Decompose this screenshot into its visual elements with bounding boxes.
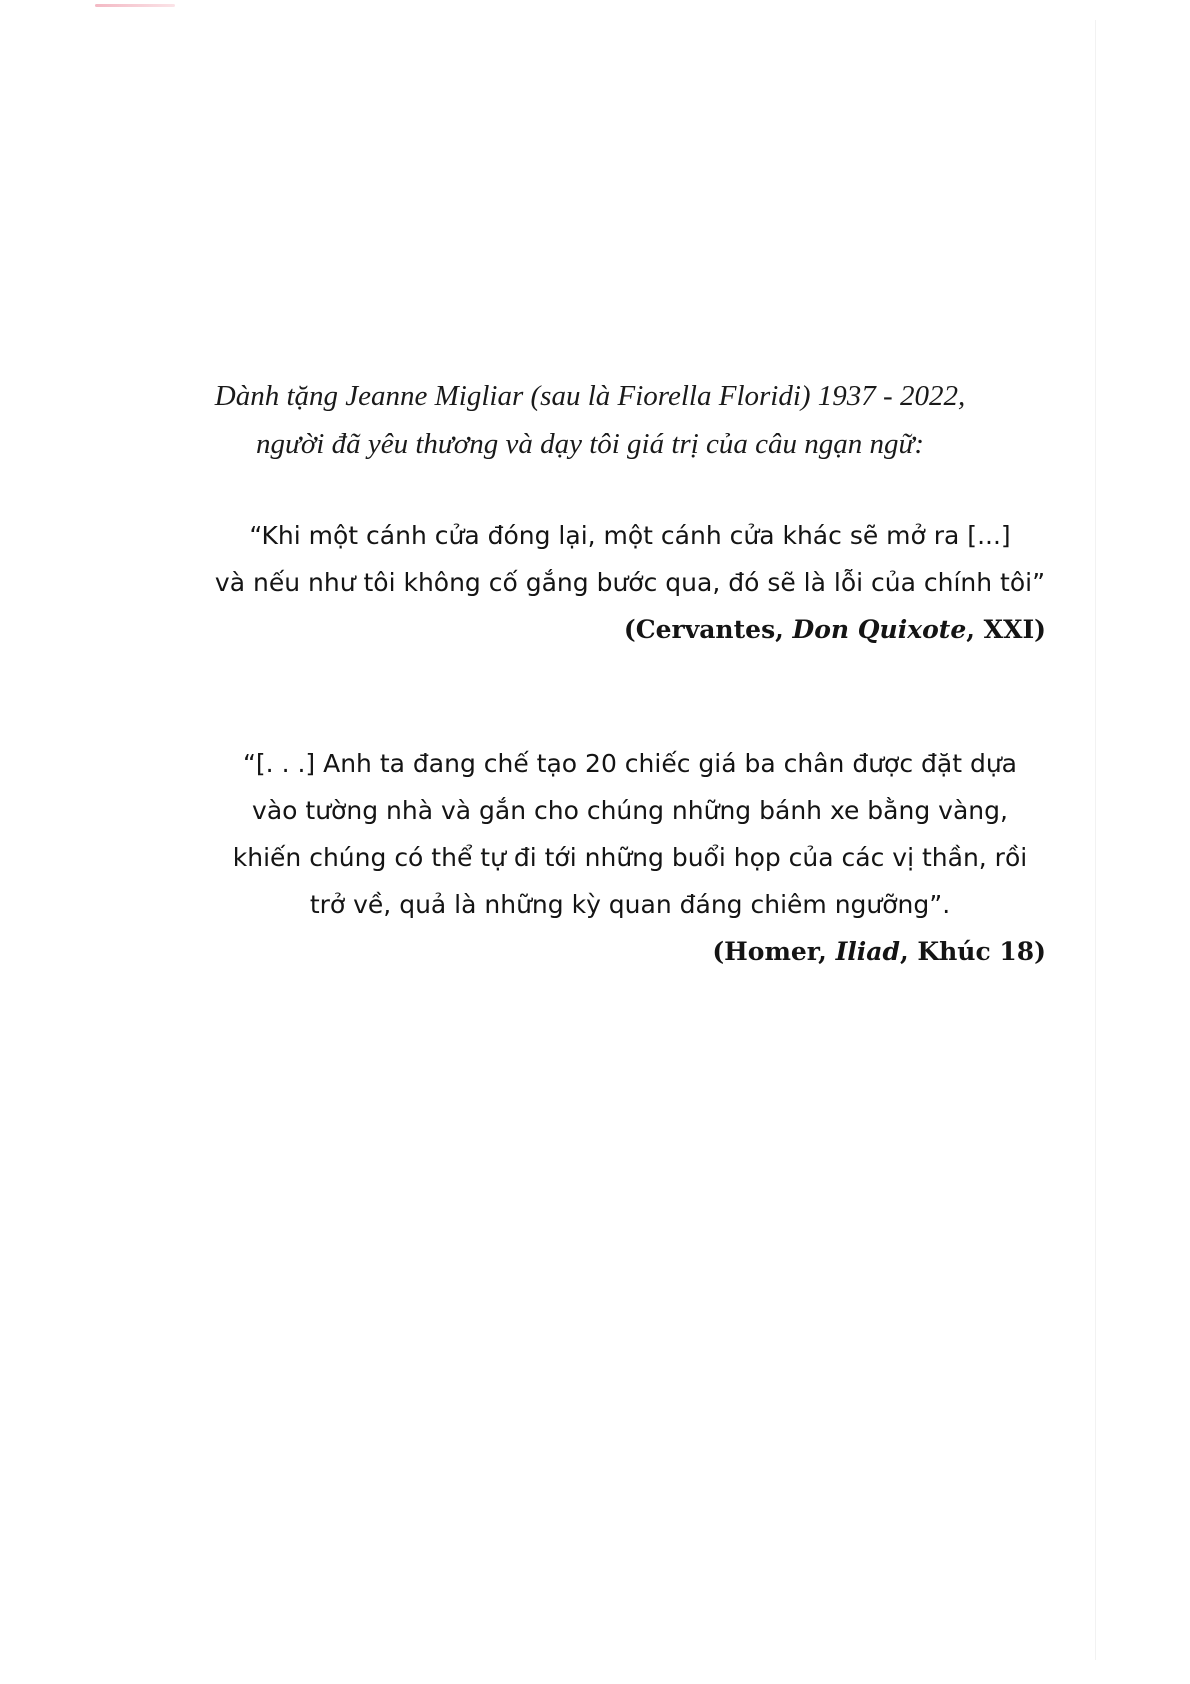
- cervantes-quote: [200, 512, 1060, 653]
- quote-citation: [200, 606, 1046, 653]
- citation-section: , XXI): [966, 615, 1046, 644]
- citation-author: (Cervantes,: [623, 615, 793, 644]
- scan-page-edge: [1095, 20, 1096, 1660]
- dedication-line-1: Dành tặng Jeanne Migliar (sau là Fiorella Floridi) 1937 - 2022,: [214, 380, 966, 412]
- quote-line: và nếu như tôi không cố gắng bước qua, đó sẽ là lỗi của chính tôi”: [214, 568, 1046, 597]
- homer-quote: [200, 740, 1060, 975]
- quote-line: “[. . .] Anh ta đang chế tạo 20 chiếc giá ba chân được đặt dựa: [242, 749, 1018, 778]
- dedication: [150, 372, 1030, 468]
- quote-line: trở về, quả là những kỳ quan đáng chiêm ngưỡng”.: [309, 890, 951, 919]
- dedication-line-2: người đã yêu thương và dạy tôi giá trị của câu ngạn ngữ:: [256, 428, 924, 460]
- citation-author: (Homer,: [712, 937, 836, 966]
- citation-work-title: Iliad: [835, 937, 900, 966]
- citation-work-title: Don Quixote: [792, 615, 967, 644]
- scan-edge-mark: [95, 4, 175, 7]
- quote-line: vào tường nhà và gắn cho chúng những bánh xe bằng vàng,: [252, 796, 1008, 825]
- quote-line: “Khi một cánh cửa đóng lại, một cánh cửa khác sẽ mở ra [...]: [249, 521, 1011, 550]
- quote-line: khiến chúng có thể tự đi tới những buổi họp của các vị thần, rồi: [232, 843, 1028, 872]
- citation-section: , Khúc 18): [899, 937, 1046, 966]
- quote-citation: [200, 928, 1046, 975]
